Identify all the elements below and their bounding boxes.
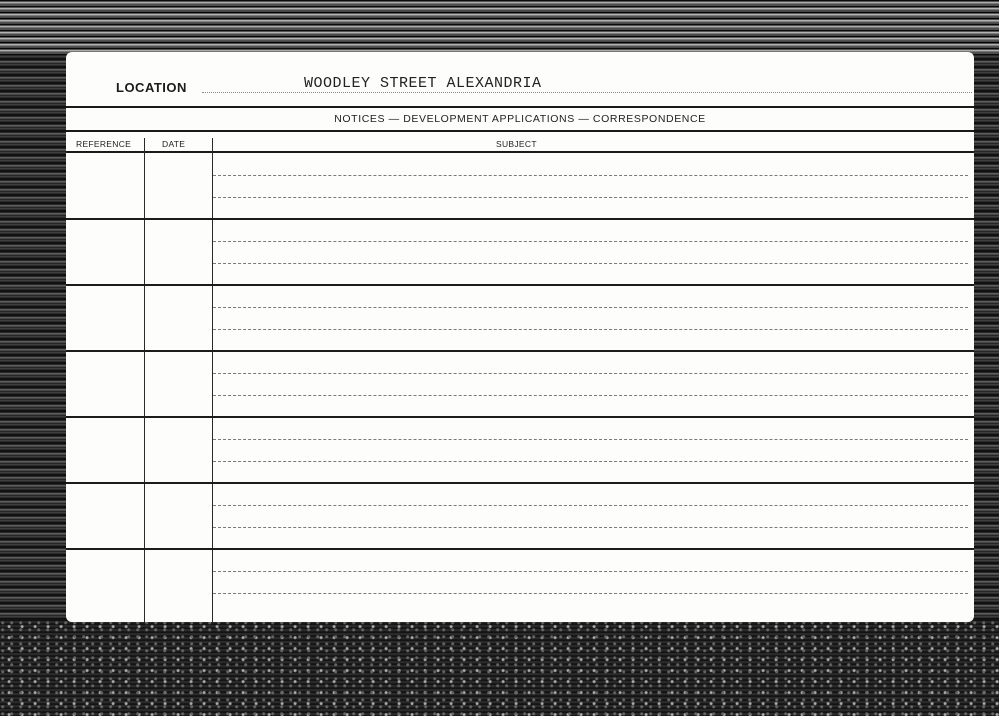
heading-rule	[66, 130, 974, 132]
row-divider	[66, 218, 974, 220]
column-header-reference: REFERENCE	[76, 139, 132, 149]
scan-noise-bottom	[0, 620, 999, 716]
subject-line	[213, 373, 968, 374]
row-divider	[66, 482, 974, 484]
subject-line	[213, 527, 968, 528]
subject-line	[213, 197, 968, 198]
subject-line	[213, 439, 968, 440]
scan-noise-top	[0, 0, 999, 55]
subject-line	[213, 263, 968, 264]
location-dotted-line	[202, 92, 972, 93]
column-header-date: DATE	[162, 139, 186, 149]
row-divider	[66, 350, 974, 352]
subject-line	[213, 241, 968, 242]
location-value: WOODLEY STREET ALEXANDRIA	[304, 75, 542, 92]
subject-line	[213, 329, 968, 330]
subject-line	[213, 175, 968, 176]
column-header-subject: SUBJECT	[496, 139, 537, 149]
subject-line	[213, 593, 968, 594]
row-divider	[66, 284, 974, 286]
location-label: LOCATION	[116, 80, 187, 95]
subject-line	[213, 307, 968, 308]
card-heading: NOTICES — DEVELOPMENT APPLICATIONS — CORRESPONDENCE	[334, 113, 706, 125]
subject-line	[213, 461, 968, 462]
subject-line	[213, 395, 968, 396]
row-divider	[66, 548, 974, 550]
location-rule	[66, 106, 974, 108]
subject-line	[213, 571, 968, 572]
index-card	[66, 52, 974, 622]
column-header-rule	[66, 151, 974, 153]
row-divider	[66, 416, 974, 418]
subject-line	[213, 505, 968, 506]
